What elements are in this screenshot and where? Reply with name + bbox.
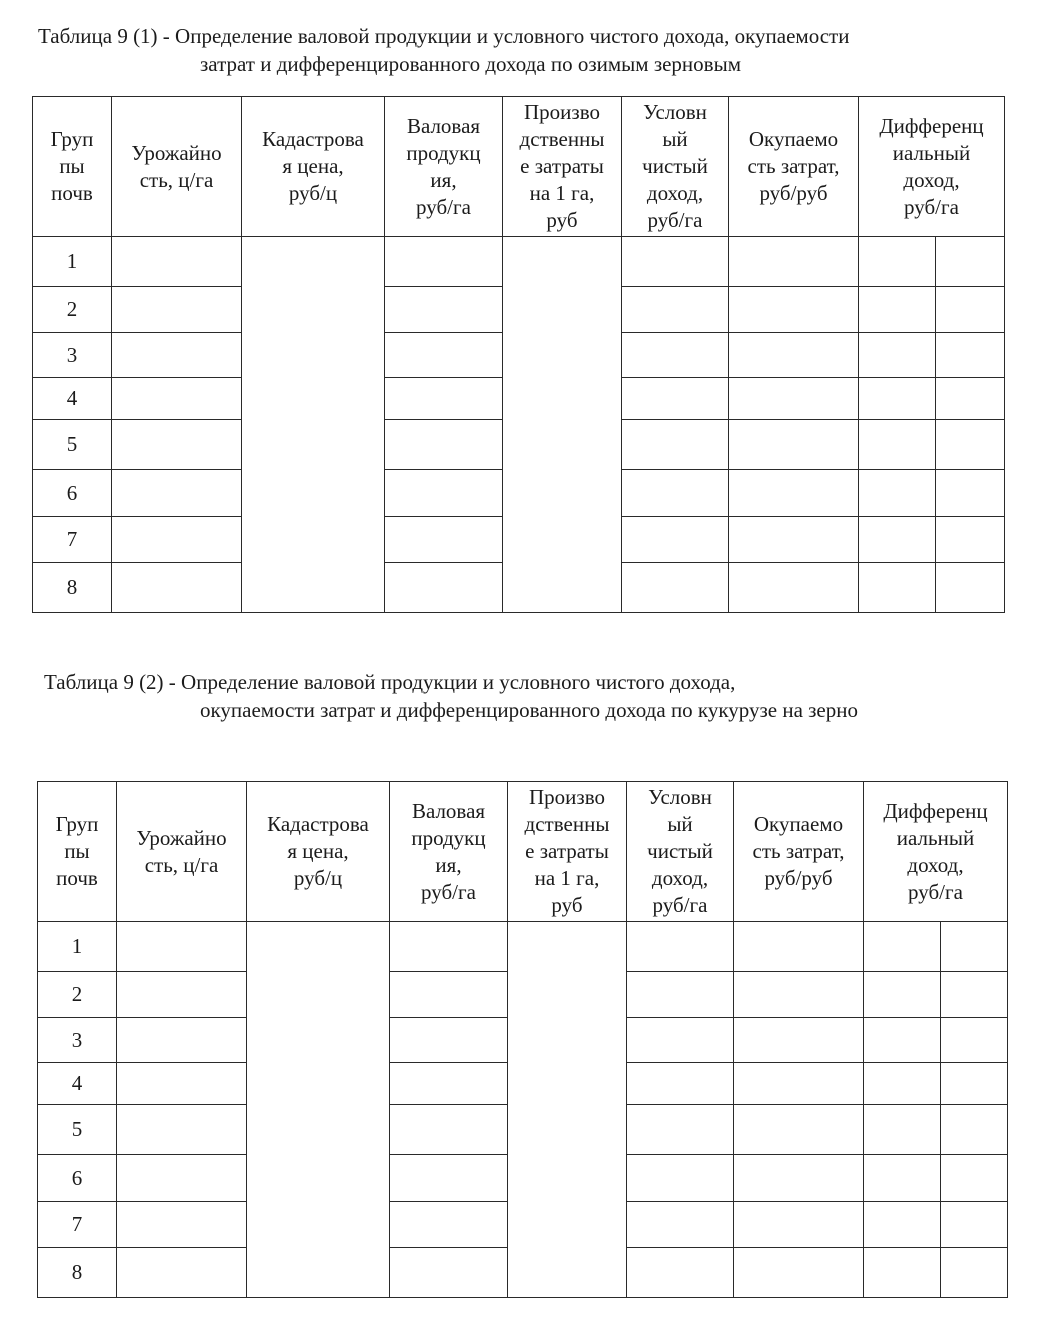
table-cell — [622, 237, 729, 287]
table-cell — [859, 333, 936, 378]
column-header-line: доход, — [646, 181, 704, 205]
table-cell — [390, 972, 508, 1018]
table2-caption-line2: окупаемости затрат и дифференцированного дохода по кукурузе на зерно — [200, 698, 858, 722]
table-cell — [734, 922, 864, 972]
soil-group-number: 6 — [38, 1155, 117, 1202]
table1-caption — [38, 22, 849, 78]
table1-caption-line1: Таблица 9 (1) - Определение валовой продукции и условного чистого дохода, окупаемости — [38, 24, 850, 48]
table-cell — [729, 378, 859, 420]
table-cell — [859, 420, 936, 470]
column-header — [33, 97, 112, 237]
table-cell — [859, 470, 936, 517]
table-cell — [859, 563, 936, 613]
table-cell — [622, 378, 729, 420]
column-header-line: я цена, — [282, 154, 344, 178]
cadastral-price-cell — [242, 237, 385, 613]
table-cell — [390, 1063, 508, 1105]
table-cell — [385, 420, 503, 470]
column-header-line: дственны — [524, 812, 610, 836]
column-header — [729, 97, 859, 237]
soil-group-number: 5 — [38, 1105, 117, 1155]
column-header-line: ый — [662, 127, 688, 151]
column-header-line: Валовая — [411, 798, 486, 823]
table-cell — [117, 1105, 247, 1155]
column-header-line: Условн — [648, 785, 712, 809]
column-header-line: Кадастрова — [262, 127, 364, 151]
table-cell — [864, 1248, 941, 1298]
table-cell — [627, 922, 734, 972]
column-header-line: ия, — [435, 852, 462, 877]
column-header-line: на 1 га, — [529, 181, 595, 205]
table-cell — [385, 378, 503, 420]
column-header-line: Кадастрова — [267, 812, 369, 836]
table-cell — [390, 1018, 508, 1063]
column-header-line: Груп — [50, 127, 94, 151]
table-cell — [117, 1063, 247, 1105]
table-row — [38, 922, 1008, 972]
table-cell — [936, 470, 1005, 517]
soil-group-number: 8 — [33, 563, 112, 613]
table-cell — [117, 1155, 247, 1202]
table1-body — [33, 97, 1005, 613]
table-cell — [936, 378, 1005, 420]
column-header-line: сть затрат, — [752, 839, 845, 863]
soil-group-number: 7 — [38, 1202, 117, 1248]
column-header-line: руб/га — [416, 194, 471, 219]
table-cell — [622, 333, 729, 378]
column-header-line: руб/га — [647, 208, 703, 232]
column-header-line: руб — [546, 208, 578, 232]
table-cell — [734, 1155, 864, 1202]
table-cell — [936, 420, 1005, 470]
table-cell — [112, 287, 242, 333]
column-header-line: продукц — [406, 140, 481, 165]
table-cell — [112, 333, 242, 378]
header-row — [38, 782, 1008, 922]
column-header — [864, 782, 1008, 922]
table-cell — [627, 1248, 734, 1298]
table2 — [37, 781, 1008, 1298]
table-cell — [112, 470, 242, 517]
table2-body — [38, 782, 1008, 1298]
table-cell — [864, 972, 941, 1018]
table-cell — [390, 1105, 508, 1155]
table-cell — [734, 972, 864, 1018]
table-cell — [859, 378, 936, 420]
table-cell — [729, 420, 859, 470]
table-cell — [622, 420, 729, 470]
table-cell — [941, 1105, 1008, 1155]
column-header — [622, 97, 729, 237]
table1 — [32, 96, 1005, 613]
soil-group-number: 4 — [38, 1063, 117, 1105]
table-row — [33, 237, 1005, 287]
table-cell — [729, 517, 859, 563]
table-cell — [112, 237, 242, 287]
table-cell — [729, 333, 859, 378]
column-header — [859, 97, 1005, 237]
table-cell — [734, 1018, 864, 1063]
soil-group-number: 1 — [33, 237, 112, 287]
soil-group-number: 2 — [33, 287, 112, 333]
column-header-line: сть, ц/га — [144, 852, 219, 877]
column-header — [117, 782, 247, 922]
header-row — [33, 97, 1005, 237]
column-header-line: Урожайно — [131, 140, 222, 165]
table-cell — [112, 517, 242, 563]
table-cell — [117, 1018, 247, 1063]
table-cell — [385, 470, 503, 517]
column-header-line: руб/га — [908, 879, 963, 904]
soil-group-number: 3 — [38, 1018, 117, 1063]
table-cell — [385, 333, 503, 378]
table2-caption — [44, 668, 858, 724]
column-header-line: ия, — [430, 167, 457, 192]
column-header-line: почв — [51, 181, 93, 205]
table-cell — [385, 563, 503, 613]
column-header — [247, 782, 390, 922]
table-cell — [627, 1155, 734, 1202]
table-cell — [941, 1063, 1008, 1105]
column-header-line: иальный — [896, 825, 975, 850]
table-cell — [941, 922, 1008, 972]
table-cell — [936, 563, 1005, 613]
table-cell — [941, 1202, 1008, 1248]
column-header-line: иальный — [892, 140, 971, 165]
table-cell — [385, 237, 503, 287]
column-header-line: Дифференц — [883, 798, 988, 823]
table-cell — [390, 1155, 508, 1202]
column-header-line: Груп — [55, 812, 99, 836]
column-header-line: руб/ц — [288, 181, 338, 205]
table-cell — [734, 1248, 864, 1298]
table-cell — [936, 333, 1005, 378]
soil-group-number: 6 — [33, 470, 112, 517]
column-header-line: чистый — [642, 154, 708, 178]
table-cell — [112, 378, 242, 420]
table-cell — [390, 1202, 508, 1248]
column-header-line: Урожайно — [136, 825, 227, 850]
table-cell — [622, 287, 729, 333]
column-header-line: руб — [551, 893, 583, 917]
column-header-line: Окупаемо — [748, 127, 839, 151]
table-cell — [117, 972, 247, 1018]
table-cell — [627, 1105, 734, 1155]
table-cell — [864, 1202, 941, 1248]
table-cell — [729, 470, 859, 517]
table-cell — [936, 517, 1005, 563]
soil-group-number: 7 — [33, 517, 112, 563]
table-cell — [390, 922, 508, 972]
table-cell — [729, 237, 859, 287]
table-cell — [627, 1202, 734, 1248]
table-cell — [385, 287, 503, 333]
column-header-line: руб/га — [652, 893, 708, 917]
table-cell — [864, 922, 941, 972]
column-header-line: пы — [59, 154, 85, 178]
column-header — [734, 782, 864, 922]
column-header-line: Условн — [643, 100, 707, 124]
table-cell — [864, 1063, 941, 1105]
soil-group-number: 2 — [38, 972, 117, 1018]
column-header-line: Валовая — [406, 113, 481, 138]
production-costs-cell — [508, 922, 627, 1298]
table-cell — [622, 470, 729, 517]
table-cell — [936, 237, 1005, 287]
column-header — [385, 97, 503, 237]
column-header-line: руб/га — [904, 194, 959, 219]
table-cell — [390, 1248, 508, 1298]
column-header-line: на 1 га, — [534, 866, 600, 890]
column-header — [508, 782, 627, 922]
column-header-line: Произво — [524, 100, 600, 124]
table-cell — [864, 1155, 941, 1202]
column-header — [627, 782, 734, 922]
soil-group-number: 4 — [33, 378, 112, 420]
column-header-line: Произво — [529, 785, 605, 809]
column-header — [242, 97, 385, 237]
table-cell — [117, 1202, 247, 1248]
column-header-line: руб/ц — [293, 866, 343, 890]
column-header-line: продукц — [411, 825, 486, 850]
column-header-line: доход, — [651, 866, 709, 890]
table-cell — [112, 420, 242, 470]
column-header-line: доход, — [907, 852, 964, 877]
table-cell — [941, 1018, 1008, 1063]
soil-group-number: 3 — [33, 333, 112, 378]
table-cell — [734, 1202, 864, 1248]
table-cell — [859, 517, 936, 563]
table-cell — [864, 1018, 941, 1063]
table1-caption-line2: затрат и дифференцированного дохода по озимым зерновым — [200, 52, 741, 76]
column-header-line: Окупаемо — [753, 812, 844, 836]
table-cell — [117, 922, 247, 972]
column-header — [503, 97, 622, 237]
production-costs-cell — [503, 237, 622, 613]
table-cell — [734, 1063, 864, 1105]
table-cell — [112, 563, 242, 613]
cadastral-price-cell — [247, 922, 390, 1298]
column-header-line: Дифференц — [879, 113, 984, 138]
column-header-line: е затраты — [525, 839, 609, 863]
table-cell — [859, 237, 936, 287]
table-cell — [941, 972, 1008, 1018]
column-header-line: е затраты — [520, 154, 604, 178]
column-header-line: руб/руб — [764, 866, 833, 890]
table-cell — [622, 563, 729, 613]
table-cell — [859, 287, 936, 333]
table-cell — [729, 287, 859, 333]
table-cell — [734, 1105, 864, 1155]
table-cell — [627, 1018, 734, 1063]
column-header-line: сть затрат, — [747, 154, 840, 178]
soil-group-number: 5 — [33, 420, 112, 470]
column-header-line: сть, ц/га — [139, 167, 214, 192]
column-header — [38, 782, 117, 922]
table-cell — [627, 1063, 734, 1105]
column-header — [390, 782, 508, 922]
column-header — [112, 97, 242, 237]
column-header-line: я цена, — [287, 839, 349, 863]
table2-caption-line1: Таблица 9 (2) - Определение валовой продукции и условного чистого дохода, — [44, 670, 736, 694]
table-cell — [864, 1105, 941, 1155]
table-cell — [622, 517, 729, 563]
table-cell — [941, 1155, 1008, 1202]
column-header-line: доход, — [903, 167, 960, 192]
column-header-line: ый — [667, 812, 693, 836]
column-header-line: почв — [56, 866, 98, 890]
table-cell — [117, 1248, 247, 1298]
column-header-line: руб/га — [421, 879, 476, 904]
table-cell — [941, 1248, 1008, 1298]
soil-group-number: 1 — [38, 922, 117, 972]
soil-group-number: 8 — [38, 1248, 117, 1298]
table-cell — [385, 517, 503, 563]
table-cell — [627, 972, 734, 1018]
column-header-line: дственны — [519, 127, 605, 151]
column-header-line: чистый — [647, 839, 713, 863]
column-header-line: пы — [64, 839, 90, 863]
table-cell — [729, 563, 859, 613]
table-cell — [936, 287, 1005, 333]
column-header-line: руб/руб — [759, 181, 828, 205]
